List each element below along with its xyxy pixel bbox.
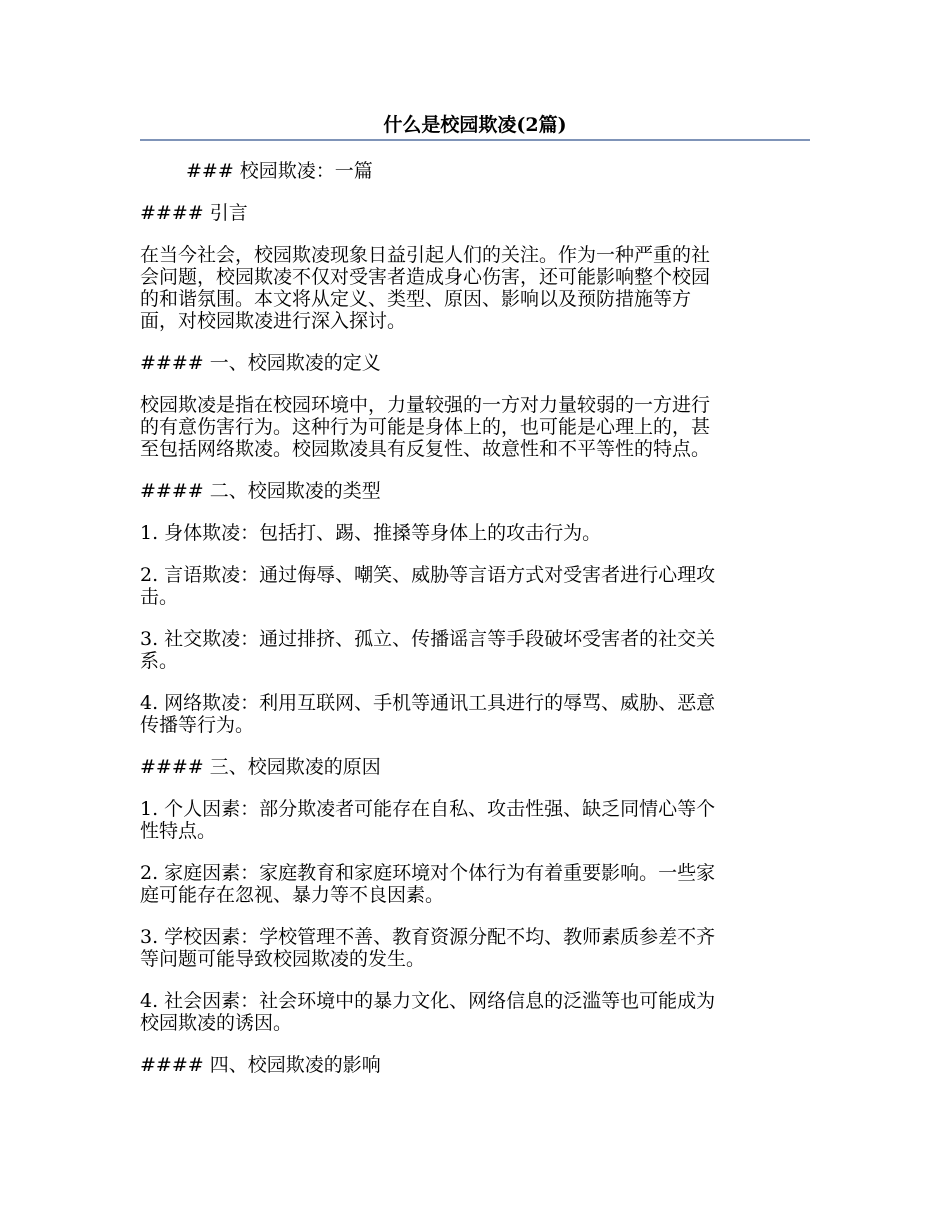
text-line: 击。 [140, 586, 179, 608]
paragraph-spacer [140, 374, 810, 394]
text-line: 的有意伤害行为。这种行为可能是身体上的，也可能是心理上的，甚 [140, 416, 711, 438]
text-line: 性特点。 [140, 820, 217, 842]
paragraph-spacer [140, 778, 810, 798]
text-line: 会问题，校园欺凌不仅对受害者造成身心伤害，还可能影响整个校园 [140, 266, 711, 288]
text-line: 的和谐氛围。本文将从定义、类型、原因、影响以及预防措施等方 [140, 288, 692, 310]
text-line: 传播等行为。 [140, 714, 255, 736]
paragraph-spacer [140, 502, 810, 522]
paragraph [140, 862, 810, 906]
document-body [140, 160, 810, 1076]
subsection-heading [140, 480, 810, 502]
paragraph-spacer [140, 906, 810, 926]
text-line: #### 三、校园欺凌的原因 [140, 756, 381, 778]
paragraph-spacer [140, 182, 810, 202]
paragraph-spacer [140, 842, 810, 862]
paragraph [140, 628, 810, 672]
paragraph [140, 522, 810, 544]
paragraph [140, 394, 810, 460]
text-line: 1. 身体欺凌：包括打、踢、推搡等身体上的攻击行为。 [140, 522, 602, 544]
text-line: #### 四、校园欺凌的影响 [140, 1054, 381, 1076]
subsection-heading [140, 1054, 810, 1076]
text-line: 2. 家庭因素：家庭教育和家庭环境对个体行为有着重要影响。一些家 [140, 862, 716, 884]
text-line: ### 校园欺凌：一篇 [186, 160, 373, 182]
document-title: 什么是校园欺凌(2篇) [383, 114, 567, 136]
subsection-heading [140, 756, 810, 778]
text-line: 4. 社会因素：社会环境中的暴力文化、网络信息的泛滥等也可能成为 [140, 990, 716, 1012]
text-line: 校园欺凌的诱因。 [140, 1012, 293, 1034]
text-line: 校园欺凌是指在校园环境中，力量较强的一方对力量较弱的一方进行 [140, 394, 711, 416]
paragraph-spacer [140, 544, 810, 564]
text-line: 4. 网络欺凌：利用互联网、手机等通讯工具进行的辱骂、威胁、恶意 [140, 692, 716, 714]
paragraph-spacer [140, 460, 810, 480]
paragraph-spacer [140, 608, 810, 628]
text-line: #### 引言 [140, 202, 248, 224]
text-line: 至包括网络欺凌。校园欺凌具有反复性、故意性和不平等性的特点。 [140, 438, 711, 460]
subsection-heading [140, 352, 810, 374]
section-heading [140, 160, 810, 182]
paragraph-spacer [140, 970, 810, 990]
title-underline [140, 139, 810, 141]
paragraph [140, 798, 810, 842]
text-line: 2. 言语欺凌：通过侮辱、嘲笑、威胁等言语方式对受害者进行心理攻 [140, 564, 716, 586]
paragraph [140, 990, 810, 1034]
paragraph [140, 926, 810, 970]
subsection-heading [140, 202, 810, 224]
text-line: 3. 社交欺凌：通过排挤、孤立、传播谣言等手段破坏受害者的社交关 [140, 628, 716, 650]
paragraph-spacer [140, 672, 810, 692]
text-line: 面，对校园欺凌进行深入探讨。 [140, 310, 407, 332]
text-line: 系。 [140, 650, 179, 672]
paragraph-spacer [140, 332, 810, 352]
paragraph-spacer [140, 224, 810, 244]
text-line: 3. 学校因素：学校管理不善、教育资源分配不均、教师素质参差不齐 [140, 926, 716, 948]
text-line: 庭可能存在忽视、暴力等不良因素。 [140, 884, 445, 906]
text-line: 等问题可能导致校园欺凌的发生。 [140, 948, 426, 970]
text-line: 在当今社会，校园欺凌现象日益引起人们的关注。作为一种严重的社 [140, 244, 711, 266]
paragraph [140, 692, 810, 736]
text-line: 1. 个人因素：部分欺凌者可能存在自私、攻击性强、缺乏同情心等个 [140, 798, 716, 820]
paragraph [140, 244, 810, 332]
paragraph [140, 564, 810, 608]
text-line: #### 一、校园欺凌的定义 [140, 352, 381, 374]
paragraph-spacer [140, 736, 810, 756]
paragraph-spacer [140, 1034, 810, 1054]
text-line: #### 二、校园欺凌的类型 [140, 480, 381, 502]
